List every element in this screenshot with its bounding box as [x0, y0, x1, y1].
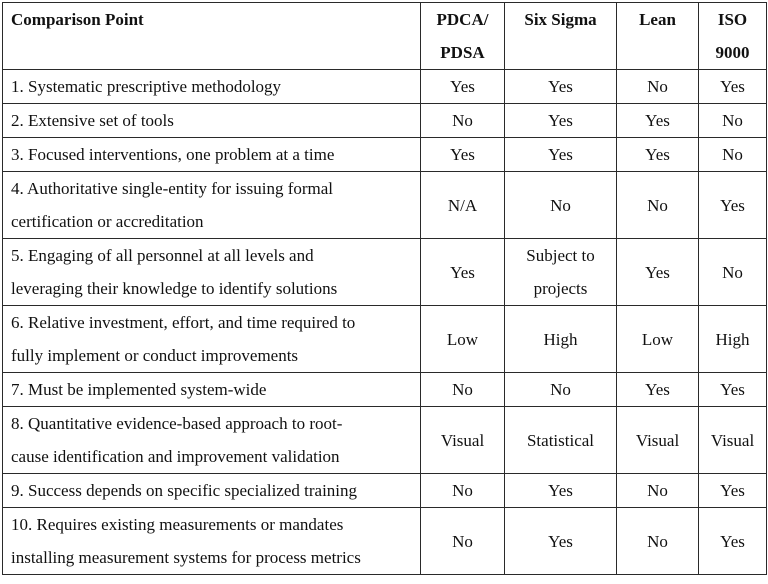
comparison-point-text: 4. Authoritative single-entity for issuing formal [11, 179, 334, 198]
comparison-point-text: 3. Focused interventions, one problem at a time [11, 145, 335, 164]
comparison-point-text: cause identification and improvement validation [11, 447, 340, 466]
pdca-value-cell: No [421, 104, 505, 138]
pdca-value-cell: Low [421, 306, 505, 373]
comparison-point-cell [3, 172, 421, 239]
six-sigma-value-text: Yes [548, 481, 573, 500]
lean-value-cell: Visual [617, 407, 699, 474]
lean-value-cell: No [617, 474, 699, 508]
six-sigma-value-cell [505, 474, 617, 508]
pdca-value-cell: No [421, 508, 505, 575]
six-sigma-value-cell [505, 104, 617, 138]
pdca-value-cell: Yes [421, 138, 505, 172]
comparison-table [2, 2, 767, 575]
iso-value-cell: Yes [699, 373, 767, 407]
table-row [3, 239, 767, 306]
comparison-point-text: leveraging their knowledge to identify solutions [11, 279, 338, 298]
comparison-point-text: 2. Extensive set of tools [11, 111, 174, 130]
table-row [3, 508, 767, 575]
comparison-point-text: 5. Engaging of all personnel at all levels and [11, 246, 314, 265]
six-sigma-value-text: Yes [548, 145, 573, 164]
iso-value-cell: No [699, 138, 767, 172]
six-sigma-value-text: No [550, 380, 571, 399]
table-row [3, 306, 767, 373]
comparison-point-cell [3, 407, 421, 474]
comparison-point-text: certification or accreditation [11, 212, 204, 231]
six-sigma-value-cell [505, 373, 617, 407]
lean-value-cell: No [617, 70, 699, 104]
six-sigma-value-text: High [543, 329, 578, 349]
comparison-point-text: installing measurement systems for process metrics [11, 548, 361, 567]
table-row [3, 407, 767, 474]
comparison-point-cell [3, 70, 421, 104]
six-sigma-value-cell [505, 172, 617, 239]
iso-value-cell: Yes [699, 172, 767, 239]
six-sigma-value-text: Yes [548, 111, 573, 130]
six-sigma-value-text: No [550, 195, 571, 215]
lean-value-cell: No [617, 172, 699, 239]
iso-value-cell: High [699, 306, 767, 373]
header-iso: ISO 9000 [699, 3, 767, 70]
lean-value-cell: Yes [617, 104, 699, 138]
comparison-point-cell [3, 104, 421, 138]
iso-value-cell: Yes [699, 474, 767, 508]
pdca-value-cell: No [421, 474, 505, 508]
six-sigma-value-cell [505, 239, 617, 306]
pdca-value-cell: Yes [421, 70, 505, 104]
header-comparison-point: Comparison Point [3, 3, 421, 70]
lean-value-cell: Low [617, 306, 699, 373]
pdca-value-cell: N/A [421, 172, 505, 239]
header-six-sigma: Six Sigma [505, 3, 617, 70]
pdca-value-cell: No [421, 373, 505, 407]
header-pdca: PDCA/ PDSA [421, 3, 505, 70]
pdca-value-cell: Yes [421, 239, 505, 306]
lean-value-cell: Yes [617, 373, 699, 407]
comparison-point-text: 7. Must be implemented system-wide [11, 380, 267, 399]
table-row [3, 172, 767, 239]
six-sigma-value-text: Subject to [526, 246, 595, 265]
lean-value-cell: Yes [617, 138, 699, 172]
comparison-point-text: fully implement or conduct improvements [11, 346, 299, 365]
six-sigma-value-cell [505, 407, 617, 474]
header-row [3, 3, 767, 70]
six-sigma-value-cell [505, 138, 617, 172]
table-row [3, 373, 767, 407]
six-sigma-value-text: projects [533, 279, 588, 298]
table-row [3, 104, 767, 138]
iso-value-cell: No [699, 104, 767, 138]
comparison-point-cell [3, 373, 421, 407]
table-row [3, 474, 767, 508]
comparison-point-text: 9. Success depends on specific specialized training [11, 481, 358, 500]
six-sigma-value-text: Statistical [526, 430, 595, 450]
comparison-point-cell [3, 306, 421, 373]
six-sigma-value-cell [505, 306, 617, 373]
iso-value-cell: Visual [699, 407, 767, 474]
comparison-point-cell [3, 239, 421, 306]
comparison-point-text: 6. Relative investment, effort, and time required to [11, 313, 356, 332]
comparison-point-cell [3, 474, 421, 508]
comparison-point-text: 10. Requires existing measurements or mandates [11, 515, 344, 534]
comparison-point-text: 1. Systematic prescriptive methodology [11, 77, 282, 96]
comparison-point-cell [3, 138, 421, 172]
six-sigma-value-text: Yes [548, 77, 573, 96]
six-sigma-value-cell [505, 70, 617, 104]
comparison-point-text: 8. Quantitative evidence-based approach to root- [11, 414, 343, 433]
iso-value-cell: No [699, 239, 767, 306]
table-row [3, 138, 767, 172]
lean-value-cell: Yes [617, 239, 699, 306]
six-sigma-value-cell [505, 508, 617, 575]
iso-value-cell: Yes [699, 508, 767, 575]
pdca-value-cell: Visual [421, 407, 505, 474]
comparison-point-cell [3, 508, 421, 575]
six-sigma-value-text: Yes [548, 531, 573, 551]
lean-value-cell: No [617, 508, 699, 575]
iso-value-cell: Yes [699, 70, 767, 104]
table-row [3, 70, 767, 104]
header-lean: Lean [617, 3, 699, 70]
